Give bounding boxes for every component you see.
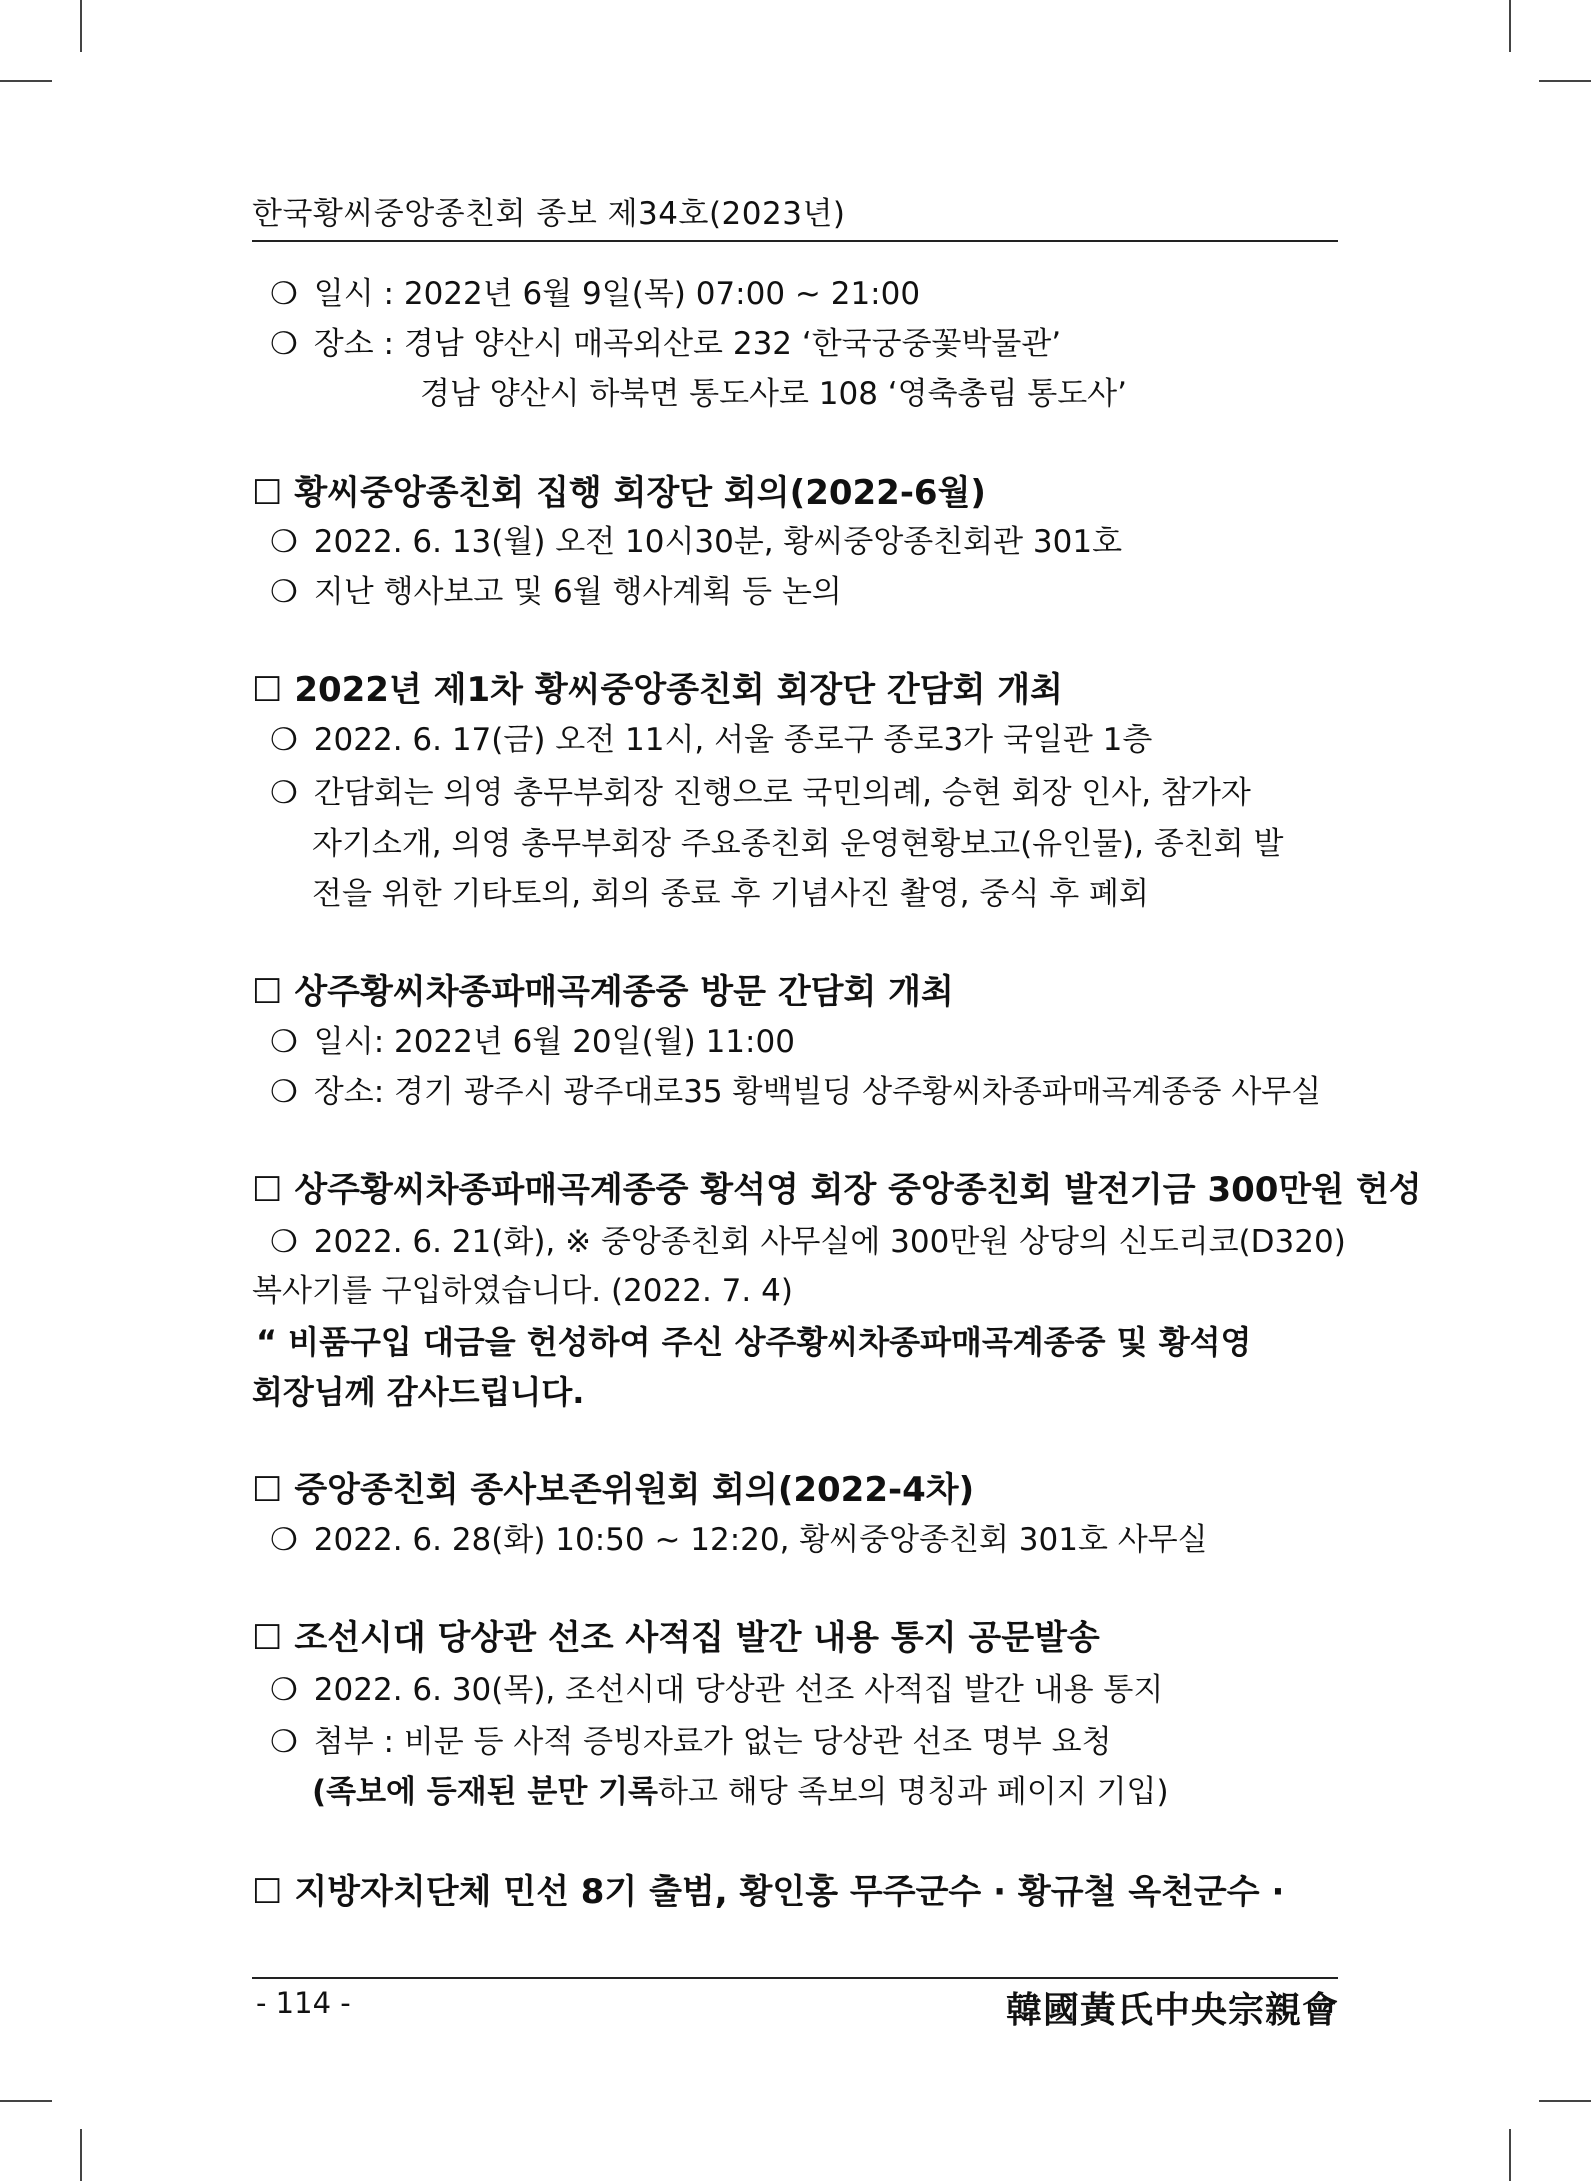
section-heading: ☐ 황씨중앙종친회 집행 회장단 회의(2022-6월) [252,473,986,513]
crop-mark [1509,0,1511,52]
list-item: ❍ 일시: 2022년 6월 20일(월) 11:00 [270,1024,795,1060]
circle-bullet-icon: ❍ [270,1074,298,1110]
checkbox-square-icon: ☐ [252,1470,283,1510]
list-item: ❍ 일시 : 2022년 6월 9일(목) 07:00 ~ 21:00 [270,276,921,312]
page-number: - 114 - [256,1986,351,2020]
circle-bullet-icon: ❍ [270,775,298,811]
section-heading: ☐ 지방자치단체 민선 8기 출범, 황인홍 무주군수 · 황규철 옥천군수 · [252,1872,1285,1912]
list-item: ❍ 2022. 6. 30(목), 조선시대 당상관 선조 사적집 발간 내용 통지 [270,1672,1164,1708]
list-item: ❍ 지난 행사보고 및 6월 행사계획 등 논의 [270,574,842,610]
checkbox-square-icon: ☐ [252,1618,283,1658]
crop-mark [80,2129,82,2181]
list-item: ❍ 첨부 : 비문 등 사적 증빙자료가 없는 당상관 선조 명부 요청 [270,1724,1112,1760]
section-heading: ☐ 상주황씨차종파매곡계종중 방문 간담회 개최 [252,972,954,1012]
section-heading: ☐ 중앙종친회 종사보존위원회 회의(2022-4차) [252,1470,975,1510]
running-header: 한국황씨중앙종친회 종보 제34호(2023년) [252,196,846,232]
circle-bullet-icon: ❍ [270,574,298,610]
checkbox-square-icon: ☐ [252,670,283,710]
circle-bullet-icon: ❍ [270,1224,298,1260]
thanks-text: 회장님께 감사드립니다. [252,1373,585,1411]
circle-bullet-icon: ❍ [270,524,298,560]
crop-mark [80,0,82,52]
list-item: ❍ 2022. 6. 28(화) 10:50 ~ 12:20, 황씨중앙종친회 301호 사무실 [270,1522,1208,1558]
circle-bullet-icon: ❍ [270,1724,298,1760]
section-heading: ☐ 조선시대 당상관 선조 사적집 발간 내용 통지 공문발송 [252,1618,1100,1658]
circle-bullet-icon: ❍ [270,1024,298,1060]
checkbox-square-icon: ☐ [252,972,283,1012]
checkbox-square-icon: ☐ [252,1872,283,1912]
circle-bullet-icon: ❍ [270,1672,298,1708]
section-heading: ☐ 2022년 제1차 황씨중앙종친회 회장단 간담회 개최 [252,670,1063,710]
list-item: ❍ 2022. 6. 13(월) 오전 10시30분, 황씨중앙종친회관 301호 [270,524,1123,560]
list-item-continuation: 경남 양산시 하북면 통도사로 108 ‘영축총림 통도사’ [420,376,1127,412]
organization-logo-text: 韓國黃氏中央宗親會 [1005,1989,1339,2031]
list-item: ❍ 2022. 6. 17(금) 오전 11시, 서울 종로구 종로3가 국일관 1층 [270,722,1153,758]
footer-rule [252,1977,1338,1979]
header-rule [252,240,1338,242]
crop-mark [1509,2129,1511,2181]
list-item: ❍ 장소 : 경남 양산시 매곡외산로 232 ‘한국궁중꽃박물관’ [270,326,1062,362]
circle-bullet-icon: ❍ [270,722,298,758]
circle-bullet-icon: ❍ [270,326,298,362]
checkbox-square-icon: ☐ [252,473,283,513]
list-item-wrap: 전을 위한 기타토의, 회의 종료 후 기념사진 촬영, 중식 후 폐회 [312,876,1149,912]
thanks-text: “ 비품구입 대금을 헌성하여 주신 상주황씨차종파매곡계종중 및 황석영 [256,1323,1252,1361]
crop-mark [0,2100,52,2102]
list-item-note: (족보에 등재된 분만 기록하고 해당 족보의 명칭과 페이지 기입) [312,1774,1169,1810]
crop-mark [1539,2100,1591,2102]
circle-bullet-icon: ❍ [270,276,298,312]
circle-bullet-icon: ❍ [270,1522,298,1558]
list-item-wrap: 자기소개, 의영 총무부회장 주요종친회 운영현황보고(유인물), 종친회 발 [312,826,1284,862]
list-item: ❍ 장소: 경기 광주시 광주대로35 황백빌딩 상주황씨차종파매곡계종중 사무실 [270,1074,1322,1110]
crop-mark [1539,80,1591,82]
list-item: ❍ 2022. 6. 21(화), ※ 중앙종친회 사무실에 300만원 상당의 신도리코(D320) [270,1224,1346,1260]
section-heading: ☐ 상주황씨차종파매곡계종중 황석영 회장 중앙종친회 발전기금 300만원 헌성 [252,1170,1422,1210]
crop-mark [0,80,52,82]
checkbox-square-icon: ☐ [252,1170,283,1210]
paragraph-text: 복사기를 구입하였습니다. (2022. 7. 4) [252,1273,793,1309]
list-item: ❍ 간담회는 의영 총무부회장 진행으로 국민의례, 승현 회장 인사, 참가자 [270,775,1251,811]
